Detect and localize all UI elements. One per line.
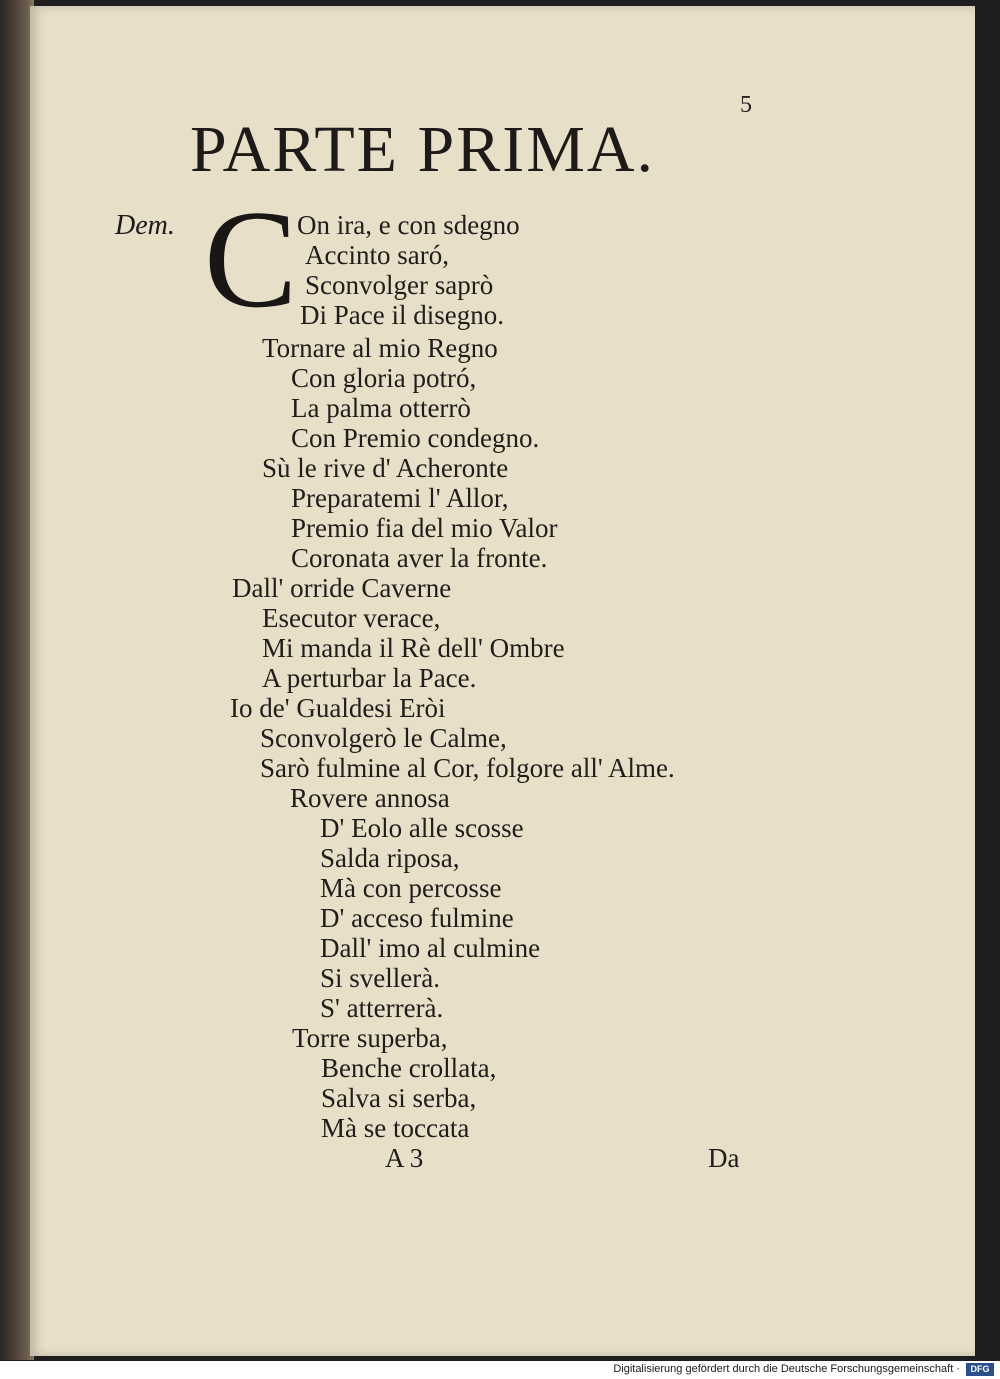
speaker-label: Dem.: [115, 210, 175, 241]
signature-mark: A 3: [385, 1143, 424, 1173]
verse-line: Mi manda il Rè dell' Ombre: [262, 633, 565, 663]
verse-line: Dall' orride Caverne: [232, 573, 452, 603]
verse-line: D' Eolo alle scosse: [320, 813, 524, 843]
verse-line: On ira, e con sdegno: [297, 210, 520, 240]
verse-line: A perturbar la Pace.: [262, 663, 477, 693]
verse-line: Premio fia del mio Valor: [291, 513, 558, 543]
section-title: PARTE PRIMA.: [190, 113, 656, 186]
verse-line: Esecutor verace,: [262, 603, 441, 633]
verse-line: Sarò fulmine al Cor, folgore all' Alme.: [260, 753, 675, 783]
verse-line: Sconvolgerò le Calme,: [260, 723, 507, 753]
verse-line: Sconvolger saprò: [305, 270, 494, 300]
verse-line: Torre superba,: [292, 1023, 448, 1053]
verse-line: Tornare al mio Regno: [262, 333, 498, 363]
verse-line: Rovere annosa: [290, 783, 450, 813]
verse-line: Sù le rive d' Acheronte: [262, 453, 509, 483]
verse-line: Mà se toccata: [321, 1113, 470, 1143]
verse-line: Di Pace il disegno.: [300, 300, 504, 330]
verse-line: La palma otterrò: [291, 393, 471, 423]
drop-cap: C: [204, 182, 298, 337]
verse-line: S' atterrerà.: [320, 993, 444, 1023]
verse-line: Con Premio condegno.: [291, 423, 540, 453]
page-number: 5: [740, 92, 752, 118]
verse-line: Si svellerà.: [320, 963, 440, 993]
verse-line: D' acceso fulmine: [320, 903, 514, 933]
verse-line: Coronata aver la fronte.: [291, 543, 548, 573]
verse-line: Accinto saró,: [305, 240, 449, 270]
catchword: Da: [708, 1143, 740, 1173]
verse-line: Con gloria potró,: [291, 363, 477, 393]
verse-line: Salva si serba,: [321, 1083, 477, 1113]
funding-credit: Digitalisierung gefördert durch die Deutsche Forschungsgemeinschaft ·: [613, 1363, 960, 1375]
verse-line: Benche crollata,: [321, 1053, 497, 1083]
dfg-logo-icon: DFG: [966, 1363, 994, 1376]
verse-line: Mà con percosse: [320, 873, 502, 903]
verse-line: Salda riposa,: [320, 843, 460, 873]
verse-line: Dall' imo al culmine: [320, 933, 541, 963]
verse-line: Io de' Gualdesi Eròi: [230, 693, 446, 723]
verse-line: Preparatemi l' Allor,: [291, 483, 509, 513]
